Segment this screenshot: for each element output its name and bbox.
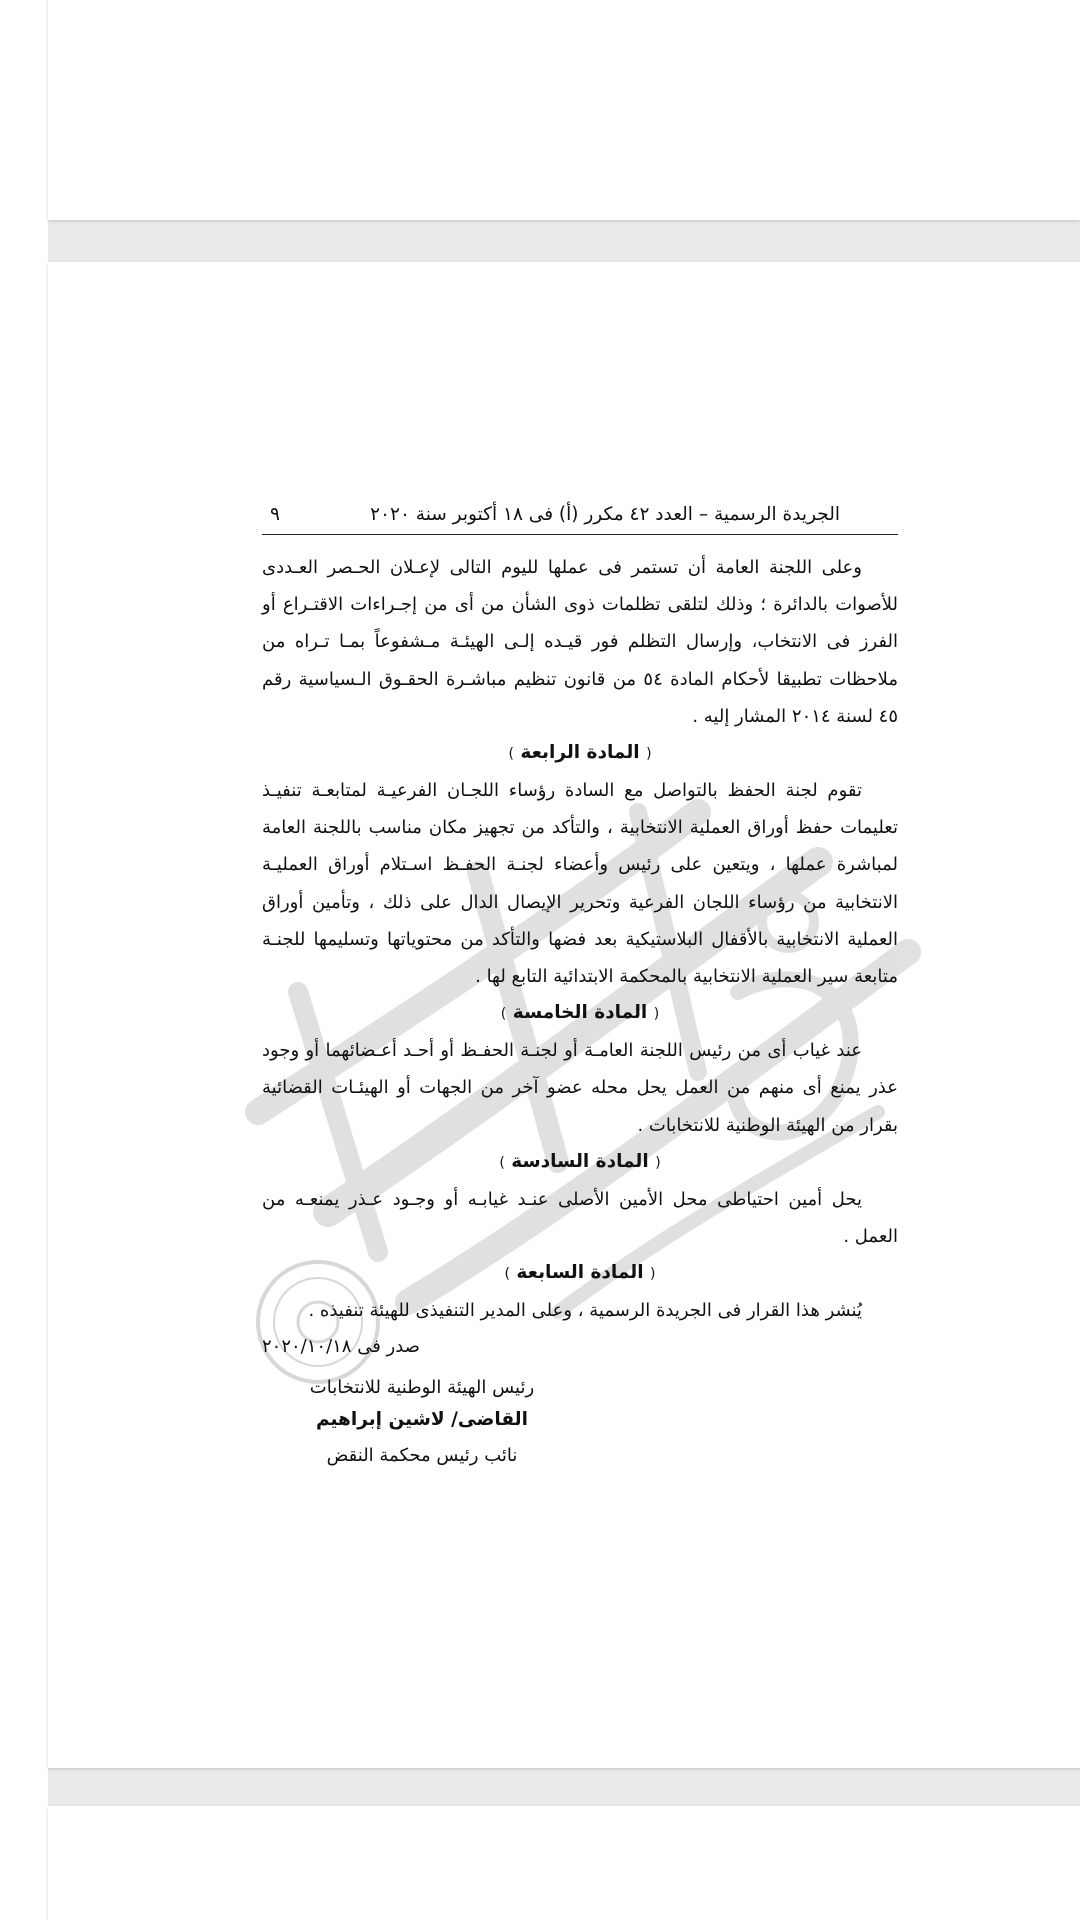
article-heading-6: ( المادة السادسة ) [499, 1150, 661, 1172]
current-page[interactable] [48, 262, 1080, 1768]
article-6-text: يحل أمين احتياطى محل الأمين الأصلى عنـد غيابـه أو وجـود عـذر يمنعـه من العمل . [262, 1188, 898, 1248]
article-heading-7: ( المادة السابعة ) [504, 1262, 656, 1284]
intro-paragraph: وعلى اللجنة العامة أن تستمر فى عملها لليوم التالى لإعـلان الحـصر العـددى للأصوات بالدائرة ؛ وذلك لتلقى تظلمات ذوى الشأن من أى من إجـراءات الاقتـراع أو الفرز فى الانتخاب، وإرسال التظلم فور قيـده إلـى الهيئـة مـشفوعاً بمـا تـراه من ملاحظات تطبيقا لأحكام المادة ٥٤ من قانون تنظيم مباشـرة الحقـوق الـسياسية رقم ٤٥ لسنة ٢٠١٤ المشار إليه . [262, 557, 898, 727]
article-4-text: تقوم لجنة الحفظ بالتواصل مع السادة رؤساء اللجـان الفرعيـة لمتابعـة تنفيـذ تعليمات حفظ أوراق العملية الانتخابية ، والتأكد من تجهيز مكان مناسب باللجنة العامة لمباشرة عملها ، ويتعين على رئيس وأعضاء لجنـة الحفـظ اسـتلام أوراق العمليـة الانتخابية من رؤساء اللجان الفرعية وتحرير الإيصال الدال على ذلك ، وتأمين أوراق العملية الانتخابية بالأقفال البلاستيكية بعد فضها والتأكد من محتوياتها وتسليمها للجنـة متابعة سير العملية الانتخابية بالمحكمة الابتدائية التابع لها . [262, 780, 898, 988]
article-5-text: عند غياب أى من رئيس اللجنة العامـة أو لجنـة الحفـظ أو أحـد أعـضائهما أو وجود عذر يمنع أى منهم من العمل يحل محله عضو آخر من الجهات أو الهيئـات القضائية بقرار من الهيئة الوطنية للانتخابات . [262, 1040, 898, 1136]
page-number: ٩ [270, 504, 280, 525]
next-page[interactable] [48, 1806, 1080, 1920]
gazette-issue-title: الجريدة الرسمية – العدد ٤٢ مكرر (أ) فى ١٨ أكتوبر سنة ٢٠٢٠ [370, 504, 840, 525]
signatory-title: رئيس الهيئة الوطنية للانتخابات [309, 1377, 535, 1399]
signature-block [262, 1365, 898, 1505]
article-heading-5: ( المادة الخامسة ) [500, 1002, 660, 1024]
article-7-text: يُنشر هذا القرار فى الجريدة الرسمية ، وعلى المدير التنفيذى للهيئة تنفيذه . [308, 1300, 862, 1322]
signatory-rank: نائب رئيس محكمة النقض [326, 1445, 518, 1467]
article-heading-4: ( المادة الرابعة ) [508, 742, 652, 764]
running-header [262, 500, 898, 535]
issue-date: صدر فى ٢٠٢٠/١٠/١٨ [262, 1336, 420, 1358]
viewer-left-margin [0, 0, 48, 1920]
previous-page[interactable] [48, 0, 1080, 220]
gazette-page-content [262, 500, 898, 1505]
signatory-name: القاضى/ لاشين إبراهيم [316, 1409, 528, 1431]
